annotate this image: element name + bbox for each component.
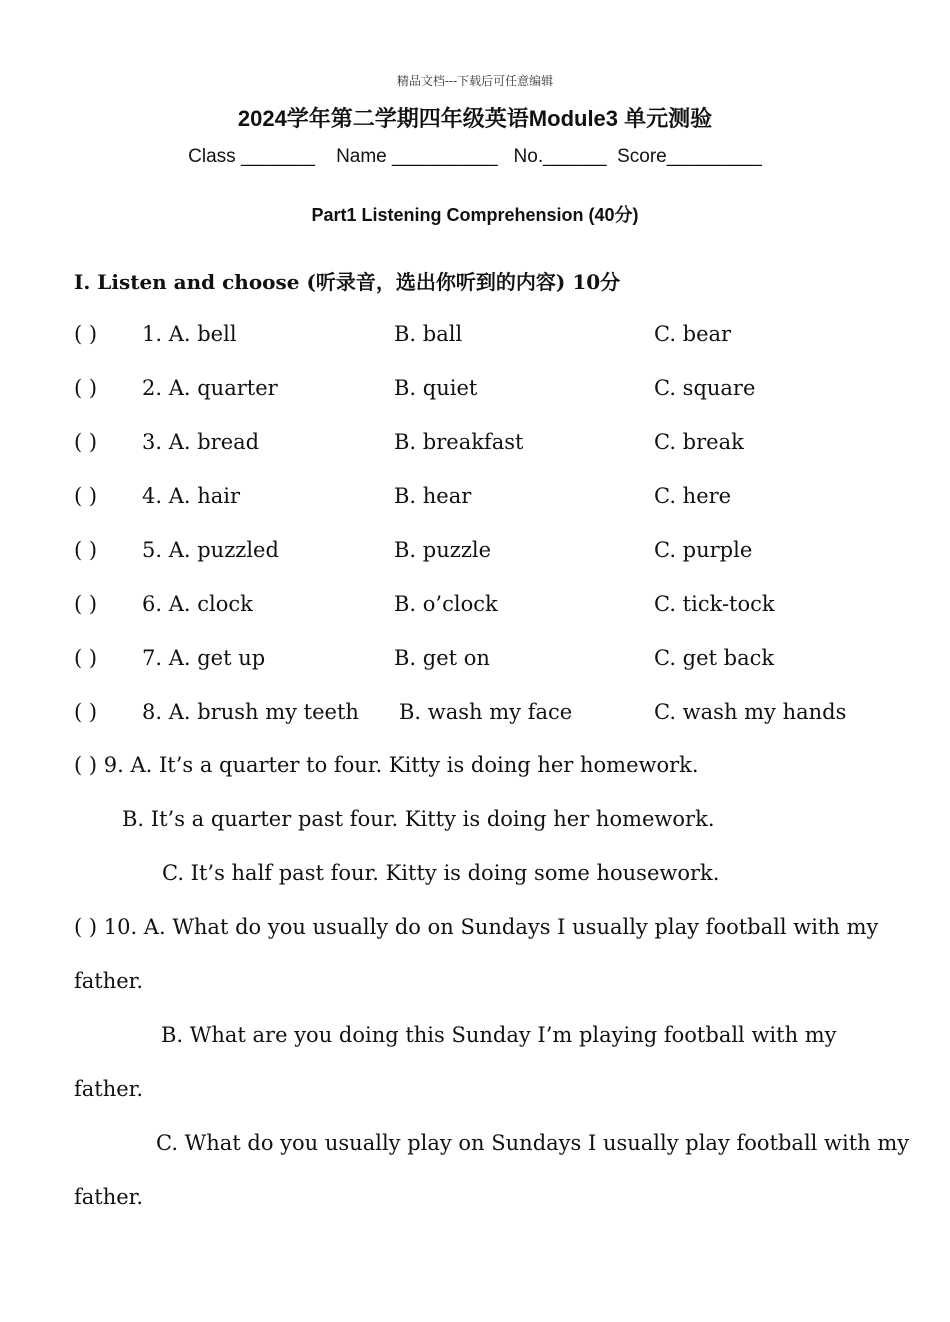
question-2-option-a: 2. A. quarter [142,376,278,400]
question-4-option-a: 4. A. hair [142,484,241,508]
question-10-option-c-cont: father. [74,1185,144,1209]
answer-paren: ( ) [74,430,98,454]
question-10-option-a-cont: father. [74,969,144,993]
question-10-option-c: C. What do you usually play on Sundays I usually play football with my [156,1131,910,1155]
question-3-option-a: 3. A. bread [142,430,260,454]
question-1-option-a: 1. A. bell [142,322,237,346]
question-5-option-a: 5. A. puzzled [142,538,279,562]
question-10-option-b-cont: father. [74,1077,144,1101]
question-2-option-b: B. quiet [394,376,478,400]
class-field: Class _______ [188,146,315,167]
question-5-option-c: C. purple [654,538,753,562]
answer-paren: ( ) [74,538,98,562]
question-3-option-b: B. breakfast [394,430,524,454]
question-10-option-a: ( ) 10. A. What do you usually do on Sundays I usually play football with my [74,915,879,939]
question-1-option-b: B. ball [394,322,463,346]
question-4-option-c: C. here [654,484,732,508]
question-7-option-c: C. get back [654,646,775,670]
question-8-option-c: C. wash my hands [654,700,847,724]
answer-paren: ( ) [74,322,98,346]
answer-paren: ( ) [74,484,98,508]
question-8-option-b: B. wash my face [399,700,573,724]
question-7-option-b: B. get on [394,646,490,670]
question-6-option-c: C. tick-tock [654,592,775,616]
question-8-option-a: 8. A. brush my teeth [142,700,359,724]
question-6-option-a: 6. A. clock [142,592,253,616]
question-6-option-b: B. o’clock [394,592,498,616]
answer-paren: ( ) [74,592,98,616]
watermark-text: 精品文档---下载后可任意编辑 [396,74,554,88]
number-field: No.______ [513,146,607,167]
section1-title: I. Listen and choose (听录音，选出你听到的内容) 10分 [74,270,621,294]
question-5-option-b: B. puzzle [394,538,492,562]
question-7-option-a: 7. A. get up [142,646,266,670]
question-2-option-c: C. square [654,376,756,400]
question-1-option-c: C. bear [654,322,732,346]
question-3-option-c: C. break [654,430,744,454]
score-field: Score_________ [617,146,762,167]
question-9-option-c: C. It’s half past four. Kitty is doing some housework. [162,861,720,885]
student-info-row [0,146,950,168]
question-10-option-b: B. What are you doing this Sunday I’m playing football with my [161,1023,837,1047]
answer-paren: ( ) [74,646,98,670]
name-field: Name __________ [336,146,498,167]
answer-paren: ( ) [74,700,98,724]
page-title: 2024学年第二学期四年级英语Module3 单元测验 [237,106,713,131]
part1-title: Part1 Listening Comprehension (40分) [311,205,639,225]
question-9-option-b: B. It’s a quarter past four. Kitty is doing her homework. [122,807,715,831]
question-4-option-b: B. hear [394,484,472,508]
answer-paren: ( ) [74,376,98,400]
question-9-option-a: ( ) 9. A. It’s a quarter to four. Kitty is doing her homework. [74,753,699,777]
